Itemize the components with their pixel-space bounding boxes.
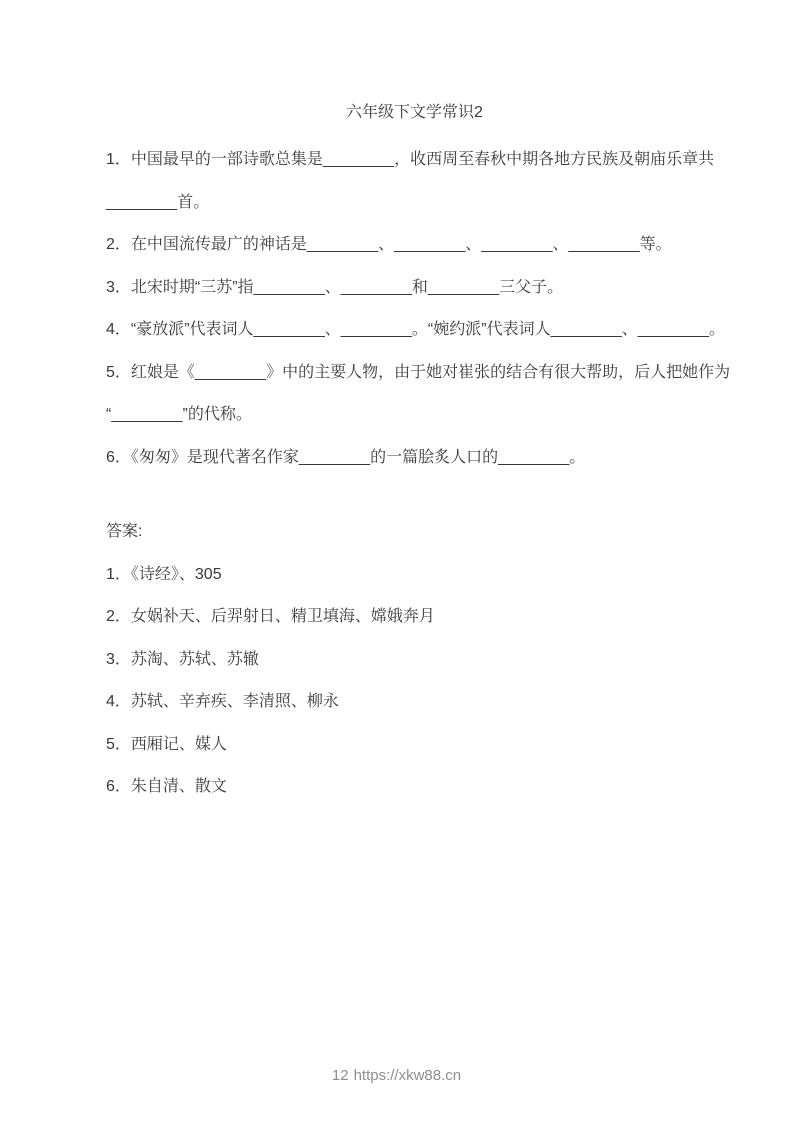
- page-footer: [0, 1066, 793, 1086]
- question-1-line-1: 1．中国最早的一部诗歌总集是________，收西周至春秋中期各地方民族及朝庙乐章共: [106, 151, 715, 168]
- question-3: 3．北宋时期“三苏”指________、________和________三父子。: [106, 278, 564, 296]
- question-6: 6．《匆匆》是现代著名作家________的一篇脍炙人口的________。: [106, 448, 586, 466]
- question-5-line-1: 5．红娘是《________》中的主要人物，由于她对崔张的结合有很大帮助，后人把她作为: [106, 363, 731, 381]
- question-1-line-2: ________首。: [106, 193, 210, 211]
- question-4: 4．“豪放派”代表词人________、________。“婉约派”代表词人________、________。: [106, 321, 725, 338]
- answer-3: 3．苏淘、苏轼、苏辙: [106, 650, 259, 668]
- answers-section: [106, 511, 723, 809]
- answers-heading: 答案:: [106, 523, 143, 540]
- question-5-line-2: “________”的代称。: [106, 406, 252, 423]
- page-number: 12: [331, 1067, 349, 1084]
- questions-section: [106, 139, 731, 479]
- answer-5: 5．西厢记、媒人: [106, 735, 227, 753]
- page-title: 六年级下文学常识2: [346, 104, 483, 121]
- footer-url: https://xkw88.cn: [353, 1067, 462, 1084]
- answer-1: 1．《诗经》、305: [106, 565, 222, 583]
- answer-4: 4．苏轼、辛弃疾、李清照、柳永: [106, 693, 339, 710]
- question-2: 2．在中国流传最广的神话是________、________、________、________等。: [106, 236, 672, 253]
- answer-6: 6．朱自清、散文: [106, 778, 227, 795]
- answer-2: 2．女娲补天、后羿射日、精卫填海、嫦娥奔月: [106, 608, 435, 625]
